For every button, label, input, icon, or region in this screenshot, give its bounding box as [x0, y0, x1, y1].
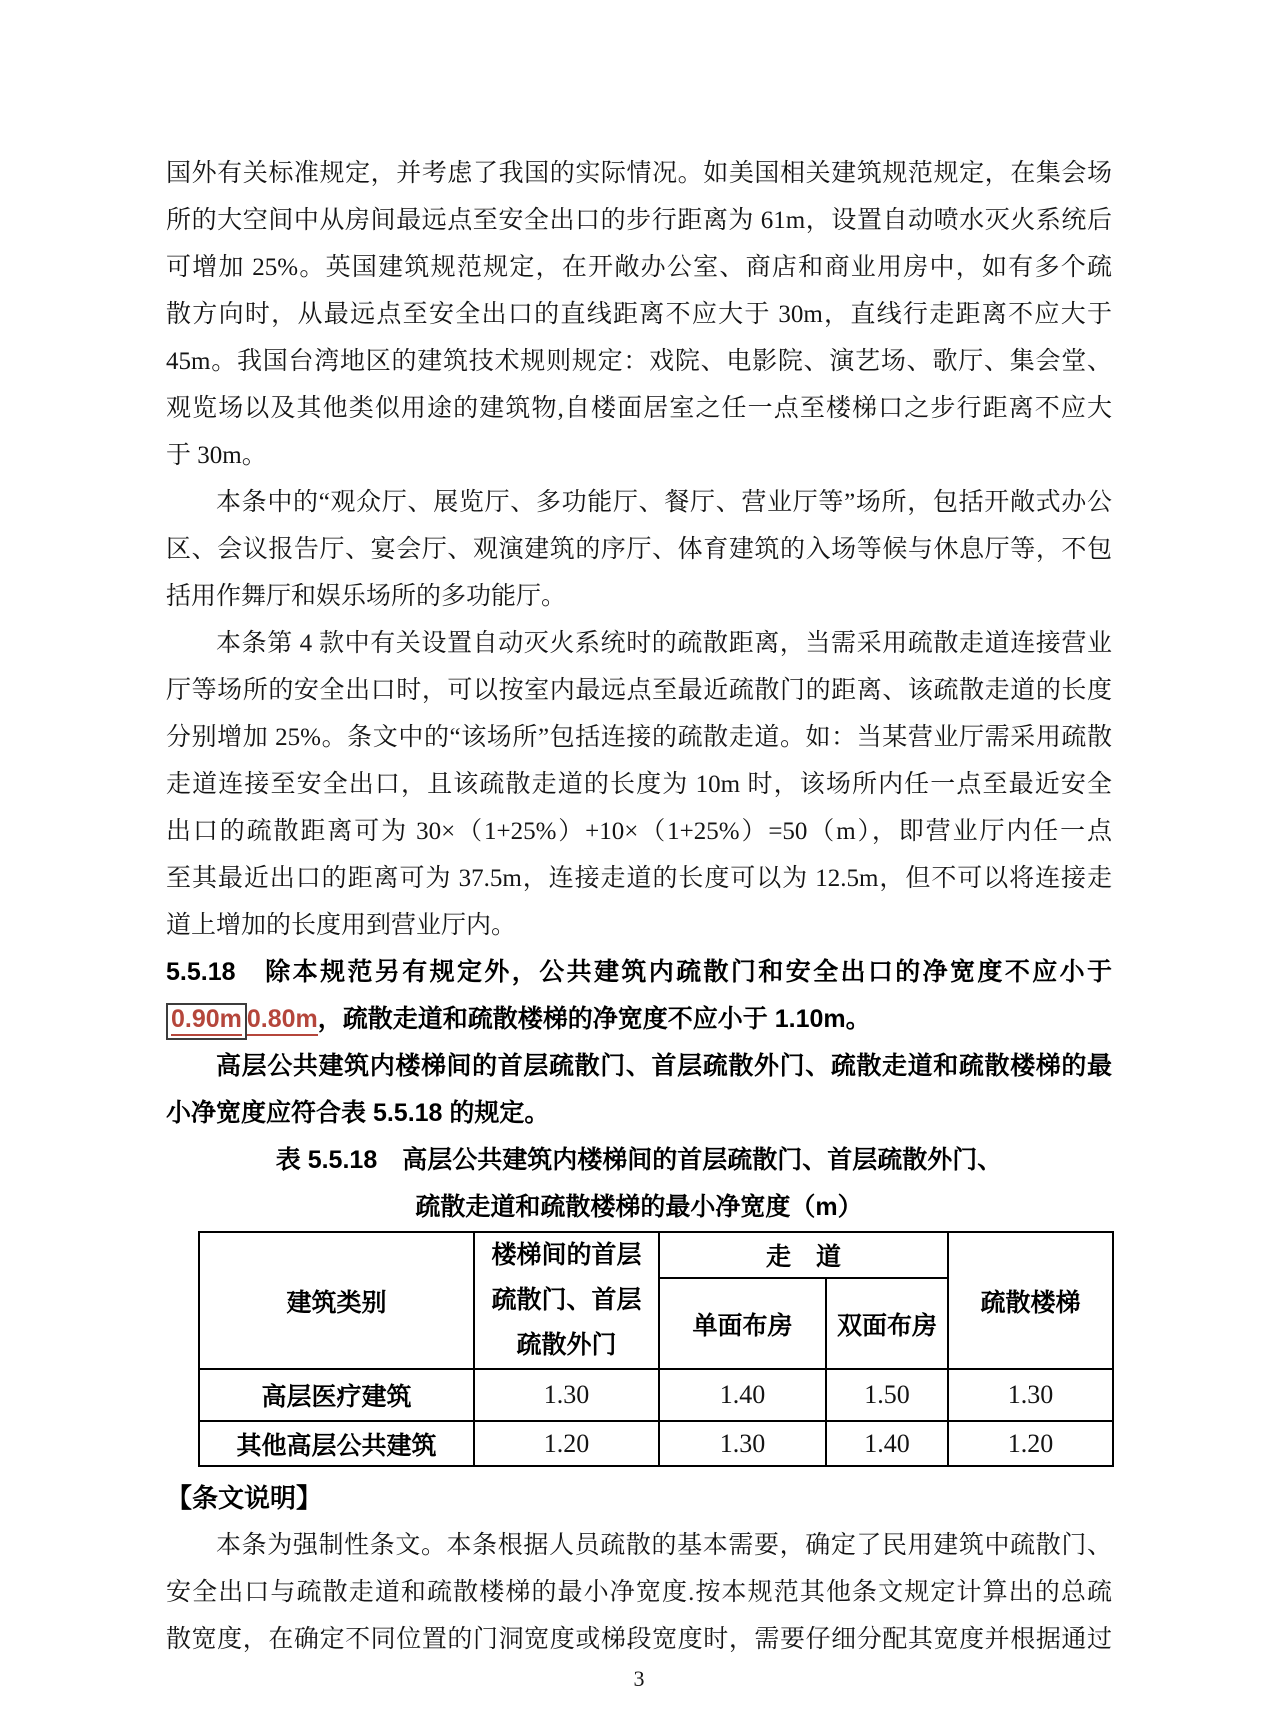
text-line: 本条第 4 款中有关设置自动灭火系统时的疏散距离，当需采用疏散走道连接营业 — [216, 630, 1112, 657]
header-single-side-rooms: 单面布房 — [659, 1278, 826, 1369]
table-row — [199, 1421, 1113, 1466]
text-line: 散方向时，从最远点至安全出口的直线距离不应大于 30m，直线行走距离不应大于 — [166, 301, 1112, 328]
text-line: 国外有关标准规定，并考虑了我国的实际情况。如美国相关建筑规范规定，在集会场 — [166, 160, 1112, 187]
table-header-row-1 — [199, 1232, 1113, 1278]
text-line: 于 30m。 — [166, 442, 267, 469]
header-line: 疏散门、首层 — [491, 1286, 642, 1314]
cell-stair-width: 1.30 — [948, 1369, 1113, 1421]
paragraph-hall-definition — [166, 479, 1112, 620]
header-evacuation-stair: 疏散楼梯 — [948, 1232, 1113, 1369]
text-line: 本条为强制性条文。本条根据人员疏散的基本需要，确定了民用建筑中疏散门、 — [216, 1532, 1112, 1559]
text-line: 括用作舞厅和娱乐场所的多功能厅。 — [166, 583, 567, 610]
text-line: 本条中的“观众厅、展览厅、多功能厅、餐厅、营业厅等”场所，包括开敞式办公 — [216, 489, 1112, 516]
header-line: 疏散外门 — [516, 1331, 617, 1359]
clause-number-line: 5.5.18 除本规范另有规定外，公共建筑内疏散门和安全出口的净宽度不应小于 — [166, 958, 1112, 986]
clause-amended-line — [166, 996, 1112, 1043]
table-title-line1: 表 5.5.18 高层公共建筑内楼梯间的首层疏散门、首层疏散外门、 — [275, 1146, 1003, 1174]
text-line: 厅等场所的安全出口时，可以按室内最远点至最近疏散门的距离、该疏散走道的长度 — [166, 677, 1112, 704]
cell-double-side-width: 1.40 — [826, 1421, 948, 1466]
deleted-width-value: 0.90m — [171, 1005, 242, 1036]
header-line: 楼梯间的首层 — [491, 1241, 642, 1269]
cell-door-width: 1.30 — [474, 1369, 659, 1421]
header-first-floor-doors — [474, 1232, 659, 1369]
cell-single-side-width: 1.40 — [659, 1369, 826, 1421]
clause-line-rest: ，疏散走道和疏散楼梯的净宽度不应小于 1.10m。 — [317, 1005, 871, 1033]
clause-paragraph-line: 高层公共建筑内楼梯间的首层疏散门、首层疏散外门、疏散走道和疏散楼梯的最 — [216, 1052, 1112, 1080]
text-line: 分别增加 25%。条文中的“该场所”包括连接的疏散走道。如：当某营业厅需采用疏散 — [166, 724, 1112, 751]
inserted-width-value: 0.80m — [247, 1005, 318, 1036]
paragraph-foreign-standards — [166, 150, 1112, 479]
text-line: 出口的疏散距离可为 30×（1+25%）+10×（1+25%）=50（m），即营业厅内任一点 — [166, 818, 1112, 845]
clause-5-5-18 — [166, 949, 1112, 1137]
header-double-side-rooms: 双面布房 — [826, 1278, 948, 1369]
cell-single-side-width: 1.30 — [659, 1421, 826, 1466]
text-line: 所的大空间中从房间最远点至安全出口的步行距离为 61m，设置自动喷水灭火系统后 — [166, 207, 1112, 234]
clause-paragraph-line: 小净宽度应符合表 5.5.18 的规定。 — [166, 1099, 550, 1127]
text-line: 安全出口与疏散走道和疏散楼梯的最小净宽度.按本规范其他条文规定计算出的总疏 — [166, 1579, 1112, 1606]
text-line: 45m。我国台湾地区的建筑技术规则规定：戏院、电影院、演艺场、歌厅、集会堂、 — [166, 348, 1112, 375]
page-number: 3 — [633, 1666, 645, 1691]
cell-stair-width: 1.20 — [948, 1421, 1113, 1466]
cell-double-side-width: 1.50 — [826, 1369, 948, 1421]
header-corridor: 走 道 — [659, 1232, 948, 1278]
min-clear-width-table — [198, 1231, 1114, 1467]
row-label: 高层医疗建筑 — [199, 1369, 474, 1421]
text-line: 走道连接至安全出口，且该疏散走道的长度为 10m 时，该场所内任一点至最近安全 — [166, 771, 1112, 798]
commentary-section — [166, 1475, 1112, 1663]
row-label: 其他高层公共建筑 — [199, 1421, 474, 1466]
table-row — [199, 1369, 1113, 1421]
text-line: 至其最近出口的距离可为 37.5m，连接走道的长度可以为 12.5m，但不可以将连接走 — [166, 865, 1112, 892]
text-line: 可增加 25%。英国建筑规范规定，在开敞办公室、商店和商业用房中，如有多个疏 — [166, 254, 1112, 281]
header-building-type: 建筑类别 — [199, 1232, 474, 1369]
text-line: 道上增加的长度用到营业厅内。 — [166, 912, 517, 939]
paragraph-sprinkler-distance — [166, 620, 1112, 949]
table-title-line2: 疏散走道和疏散楼梯的最小净宽度（m） — [415, 1193, 863, 1221]
commentary-heading: 【条文说明】 — [166, 1483, 323, 1513]
text-line: 散宽度，在确定不同位置的门洞宽度或梯段宽度时，需要仔细分配其宽度并根据通过 — [166, 1626, 1112, 1653]
text-line: 观览场以及其他类似用途的建筑物,自楼面居室之任一点至楼梯口之步行距离不应大 — [166, 395, 1112, 422]
text-line: 区、会议报告厅、宴会厅、观演建筑的序厅、体育建筑的入场等候与休息厅等，不包 — [166, 536, 1112, 563]
deleted-value-box — [166, 1003, 247, 1040]
cell-door-width: 1.20 — [474, 1421, 659, 1466]
